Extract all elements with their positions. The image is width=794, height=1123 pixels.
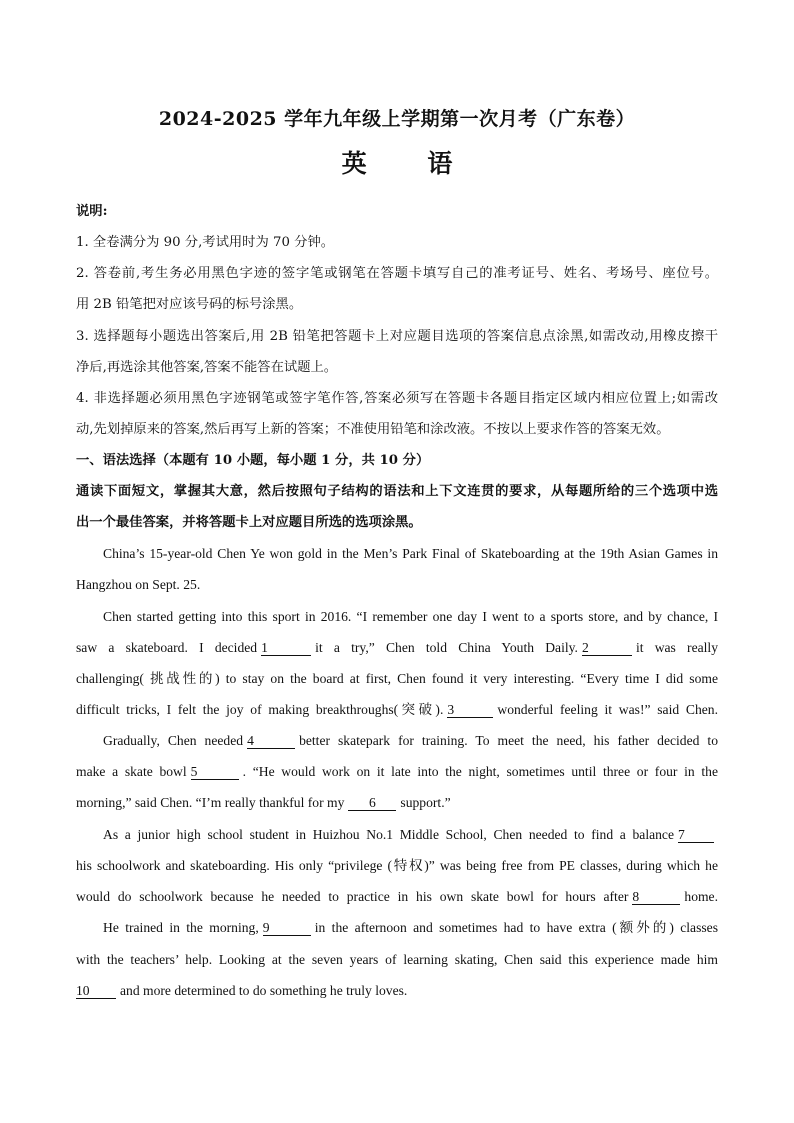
instruction-4-line-2: 动,先划掉原来的答案,然后再写上新的答案；不准使用铅笔和涂改液。不按以上要求作答的答案无效。 <box>76 422 670 437</box>
passage-text: difficult tricks, I felt the joy of making breakthroughs(突破). <box>76 702 444 717</box>
section-1-heading: 一、语法选择（本题有 10 小题，每小题 1 分，共 10 分） <box>76 453 430 468</box>
passage-text: support.” <box>400 795 451 810</box>
passage-line <box>76 731 718 751</box>
passage-line <box>76 887 718 907</box>
passage-text: saw a skateboard. I decided <box>76 640 258 655</box>
answer-blank-1: 1 <box>261 641 311 656</box>
passage-text: better skatepark for training. To meet the need, his father decided to <box>299 733 718 748</box>
answer-blank-3: 3 <box>447 703 493 718</box>
passage-line: with the teachers’ help. Looking at the seven years of learning skating, Chen said this experience made him <box>76 952 718 967</box>
passage-text: morning,” said Chen. “I’m really thankful for my <box>76 795 345 810</box>
passage-line <box>76 700 718 720</box>
passage-line <box>76 638 718 658</box>
instruction-2-line-1: 2. 答卷前,考生务必用黑色字迹的签字笔或钢笔在答题卡填写自己的准考证号、姓名、考场号、座位号。 <box>76 266 718 281</box>
answer-blank-5: 5 <box>191 765 239 780</box>
passage-line: challenging( 挑战性的) to stay on the board at first, Chen found it very interesting. “Every time I did some <box>76 671 718 686</box>
passage-text: in the afternoon and sometimes had to have extra (额外的) classes <box>314 920 718 935</box>
passage-text: would do schoolwork because he needed to practice in his own skate bowl for hours after <box>76 889 629 904</box>
answer-blank-4: 4 <box>247 734 295 749</box>
passage-line: Chen started getting into this sport in 2016. “I remember one day I went to a sports store, and by chance, I <box>103 609 718 624</box>
instructions-heading: 说明: <box>76 204 108 219</box>
answer-blank-10: 10 <box>76 984 116 999</box>
passage-text: wonderful feeling it was!” said Chen. <box>497 702 718 717</box>
answer-blank-8: 8 <box>632 890 680 905</box>
passage-line <box>76 762 718 782</box>
passage-line <box>76 918 718 938</box>
instruction-3-line-2: 净后,再选涂其他答案,答案不能答在试题上。 <box>76 360 338 375</box>
passage-text: it was really <box>635 640 718 655</box>
exam-title: 2024-2025 学年九年级上学期第一次月考（广东卷） <box>158 108 636 130</box>
answer-blank-6: 6 <box>348 796 396 811</box>
instruction-4-line-1: 4. 非选择题必须用黑色字迹钢笔或签字笔作答,答案必须写在答题卡各题目指定区域内相应位置上;如需改 <box>76 391 718 406</box>
passage-text: . “He would work on it late into the night, sometimes until three or four in the <box>242 764 718 779</box>
passage-text: and more determined to do something he truly loves. <box>120 983 408 998</box>
passage-line: Hangzhou on Sept. 25. <box>76 577 201 592</box>
passage-line <box>76 825 718 845</box>
passage-line <box>76 793 718 813</box>
instruction-3-line-1: 3. 选择题每小题选出答案后,用 2B 铅笔把答题卡上对应题目选项的答案信息点涂黑,如需改动,用橡皮擦干 <box>76 329 718 344</box>
passage-text: Gradually, Chen needed <box>103 733 244 748</box>
answer-blank-2: 2 <box>582 641 632 656</box>
passage-line: China’s 15-year-old Chen Ye won gold in the Men’s Park Final of Skateboarding at the 19th Asian Games in <box>103 546 718 561</box>
passage-text: it a try,” Chen told China Youth Daily. <box>315 640 578 655</box>
passage-line <box>76 981 718 1001</box>
passage-text: home. <box>684 889 718 904</box>
passage-text: He trained in the morning, <box>103 920 259 935</box>
section-1-directions-line-1: 通读下面短文，掌握其大意，然后按照句子结构的语法和上下文连贯的要求，从每题所给的三个选项中选 <box>76 484 718 499</box>
passage-text: make a skate bowl <box>76 764 187 779</box>
passage-line: his schoolwork and skateboarding. His only “privilege (特权)” was being free from PE classes, during which he <box>76 858 718 873</box>
instruction-1: 1. 全卷满分为 90 分,考试用时为 70 分钟。 <box>76 235 335 250</box>
section-1-directions-line-2: 出一个最佳答案，并将答题卡上对应题目所选的选项涂黑。 <box>76 515 422 530</box>
instruction-2-line-2: 用 2B 铅笔把对应该号码的标号涂黑。 <box>76 297 303 312</box>
answer-blank-7: 7 <box>678 828 714 843</box>
subject-title: 英 语 <box>341 149 479 178</box>
passage-text: As a junior high school student in Huizhou No.1 Middle School, Chen needed to find a balance <box>103 827 674 842</box>
answer-blank-9: 9 <box>263 921 311 936</box>
